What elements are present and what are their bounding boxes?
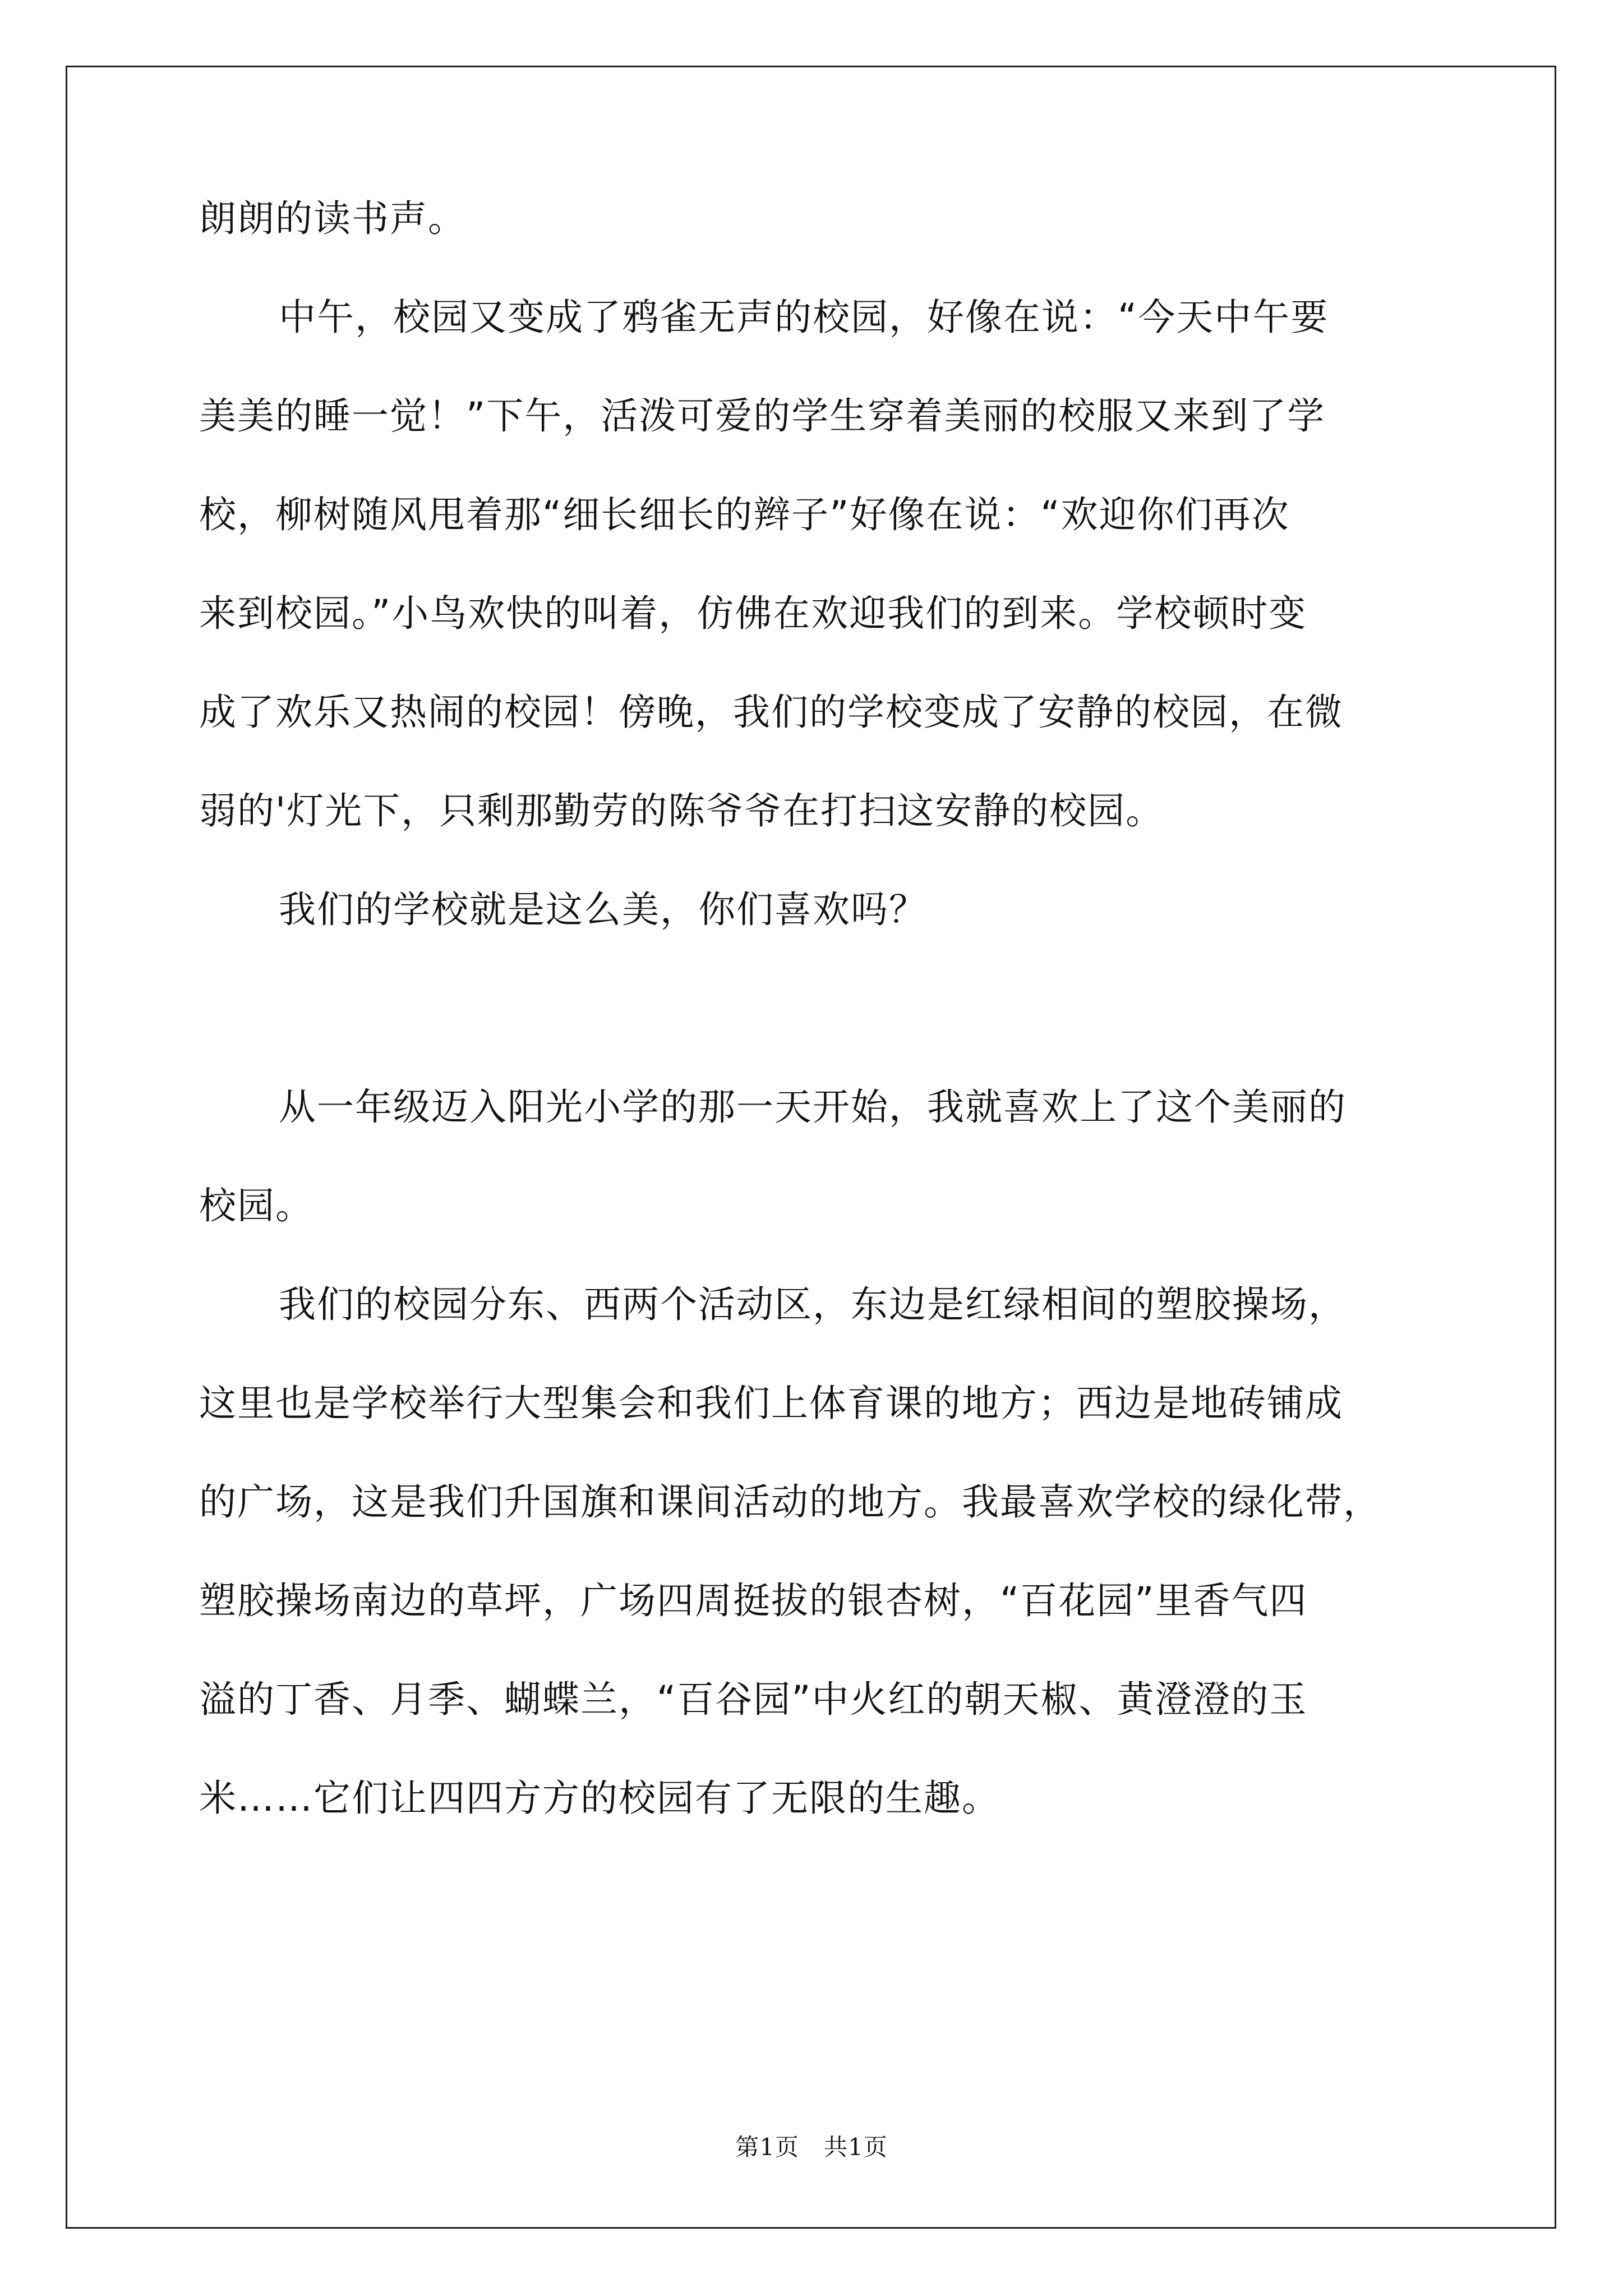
text-line: 校，柳树随风甩着那“细长细长的辫子”好像在说：“欢迎你们再次: [199, 493, 1290, 536]
page-number: 第1页: [735, 2133, 799, 2161]
text-line: 这里也是学校举行大型集会和我们上体育课的地方；西边是地砖铺成: [199, 1382, 1343, 1425]
paragraph-start: 我们的校园分东、西两个活动区，东边是红绿相间的塑胶操场，: [279, 1283, 1347, 1326]
text-line: 成了欢乐又热闹的校园！傍晚，我们的学校变成了安静的校园，在微: [199, 691, 1343, 734]
text-line: 朗朗的读书声。: [199, 197, 466, 240]
page-total: 共1页: [824, 2133, 888, 2161]
text-line: 的广场，这是我们升国旗和课间活动的地方。我最喜欢学校的绿化带，: [199, 1480, 1381, 1524]
text-line: 校园。: [199, 1184, 313, 1227]
text-line: 塑胶操场南边的草坪，广场四周挺拔的银杏树，“百花园”里香气四: [199, 1579, 1308, 1622]
section-gap: [199, 959, 1433, 1058]
paragraph-start: 我们的学校就是这么美，你们喜欢吗？: [279, 888, 927, 931]
text-line: 美美的睡一觉！”下午，活泼可爱的学生穿着美丽的校服又来到了学: [199, 394, 1326, 438]
text-line: 米……它们让四四方方的校园有了无限的生趣。: [199, 1777, 1000, 1820]
paragraph-start: 从一年级迈入阳光小学的那一天开始，我就喜欢上了这个美丽的: [279, 1085, 1347, 1129]
text-line: 弱的'灯光下，只剩那勤劳的陈爷爷在打扫这安静的校园。: [199, 789, 1164, 832]
text-line: 溢的丁香、月季、蝴蝶兰，“百谷园”中火红的朝天椒、黄澄澄的玉: [199, 1678, 1308, 1721]
document-body: [199, 169, 1433, 1848]
page-footer: [0, 2129, 1623, 2162]
paragraph-start: 中午，校园又变成了鸦雀无声的校园，好像在说：“今天中午要: [279, 296, 1329, 339]
text-line: 来到校园。”小鸟欢快的叫着，仿佛在欢迎我们的到来。学校顿时变: [199, 592, 1307, 635]
